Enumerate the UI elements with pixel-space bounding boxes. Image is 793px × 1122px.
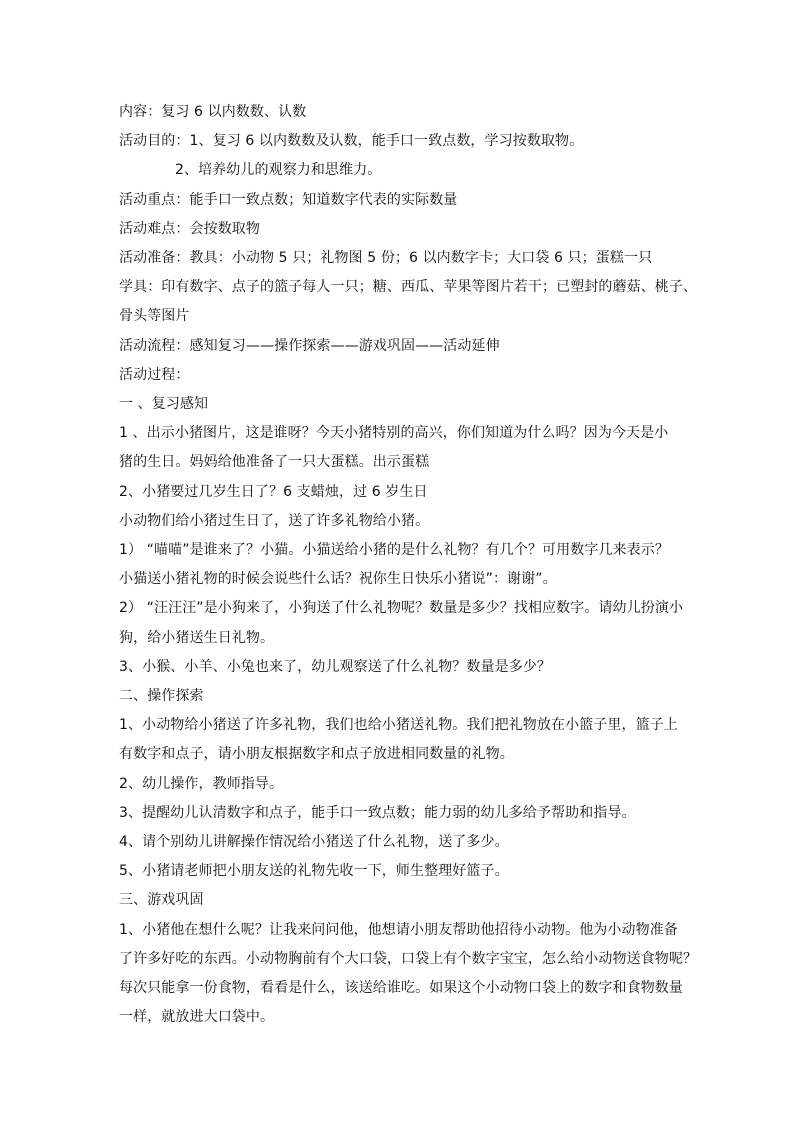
paragraph-line: 小动物们给小猪过生日了，送了许多礼物给小猪。: [119, 512, 430, 529]
paragraph-line: 狗，给小猪送生日礼物。: [119, 629, 275, 646]
paragraph-line: 1） “喵喵”是谁来了？小猫。小猫送给小猪的是什么礼物？有几个？可用数字几来表示？: [119, 542, 669, 559]
paragraph-line: 5、小猪请老师把小朋友送的礼物先收一下，师生整理好篮子。: [119, 863, 509, 880]
paragraph-line: 每次只能拿一份食物，看看是什么，该送给谁吃。如果这个小动物口袋上的数字和食物数量: [119, 980, 683, 997]
line-content: 内容：复习 6 以内数数、认数: [119, 104, 307, 120]
line-goal-1: 活动目的：1、复习 6 以内数数及认数，能手口一致点数，学习按数取物。: [119, 133, 584, 150]
line-goal-2: 2、培养幼儿的观察力和思维力。: [175, 162, 382, 179]
line-key-point: 活动重点：能手口一致点数；知道数字代表的实际数量: [119, 191, 458, 208]
line-difficulty: 活动难点：会按数取物: [119, 220, 260, 237]
line-process-flow: 活动流程：感知复习——操作探索——游戏巩固——活动延伸: [119, 337, 500, 354]
paragraph-line: 1 、出示小猪图片，这是谁呀？今天小猪特别的高兴，你们知道为什么吗？因为今天是小: [119, 425, 669, 442]
line-preparation-teaching-aids: 活动准备：教具：小动物 5 只；礼物图 5 份；6 以内数字卡；大口袋 6 只；蛋糕一只: [119, 250, 653, 267]
paragraph-line: 2、小猪要过几岁生日了？6 支蜡烛，过 6 岁生日: [119, 483, 428, 500]
paragraph-line: 1、小动物给小猪送了许多礼物，我们也给小猪送礼物。我们把礼物放在小篮子里，篮子上: [119, 717, 678, 734]
line-preparation-learning-aids: 学具：印有数字、点子的篮子每人一只；糖、西瓜、苹果等图片若干；已塑封的蘑菇、桃子、: [119, 279, 698, 296]
paragraph-line: 一样，就放进大口袋中。: [119, 1009, 275, 1026]
paragraph-line: 2） “汪汪汪”是小狗来了，小狗送了什么礼物呢？数量是多少？找相应数字。请幼儿扮演小: [119, 600, 684, 617]
line-preparation-learning-aids-cont: 骨头等图片: [119, 308, 190, 325]
paragraph-line: 猪的生日。妈妈给他准备了一只大蛋糕。出示蛋糕: [119, 454, 430, 471]
section-heading-3: 三、游戏巩固: [119, 892, 204, 909]
paragraph-line: 3、小猴、小羊、小兔也来了，幼儿观察送了什么礼物？数量是多少？: [119, 658, 552, 675]
section-heading-2: 二、操作探索: [119, 688, 204, 705]
paragraph-line: 小猫送小猪礼物的时候会说些什么话？祝你生日快乐小猪说”：谢谢”。: [119, 571, 557, 588]
paragraph-line: 1、小猪他在想什么呢？让我来问问他，他想请小朋友帮助他招待小动物。他为小动物准备: [119, 921, 678, 938]
paragraph-line: 2、幼儿操作，教师指导。: [119, 775, 284, 792]
section-heading-1: 一 、复习感知: [119, 396, 209, 413]
paragraph-line: 了许多好吃的东西。小动物胸前有个大口袋，口袋上有个数字宝宝，怎么给小动物送食物呢？: [119, 950, 698, 967]
line-process-heading: 活动过程：: [119, 366, 190, 383]
document-body: [119, 98, 698, 1033]
paragraph-line: 4、请个别幼儿讲解操作情况给小猪送了什么礼物，送了多少。: [119, 834, 509, 851]
paragraph-line: 3、提醒幼儿认清数字和点子，能手口一致点数；能力弱的幼儿多给予帮助和指导。: [119, 804, 636, 821]
paragraph-line: 有数字和点子，请小朋友根据数字和点子放进相同数量的礼物。: [119, 746, 514, 763]
